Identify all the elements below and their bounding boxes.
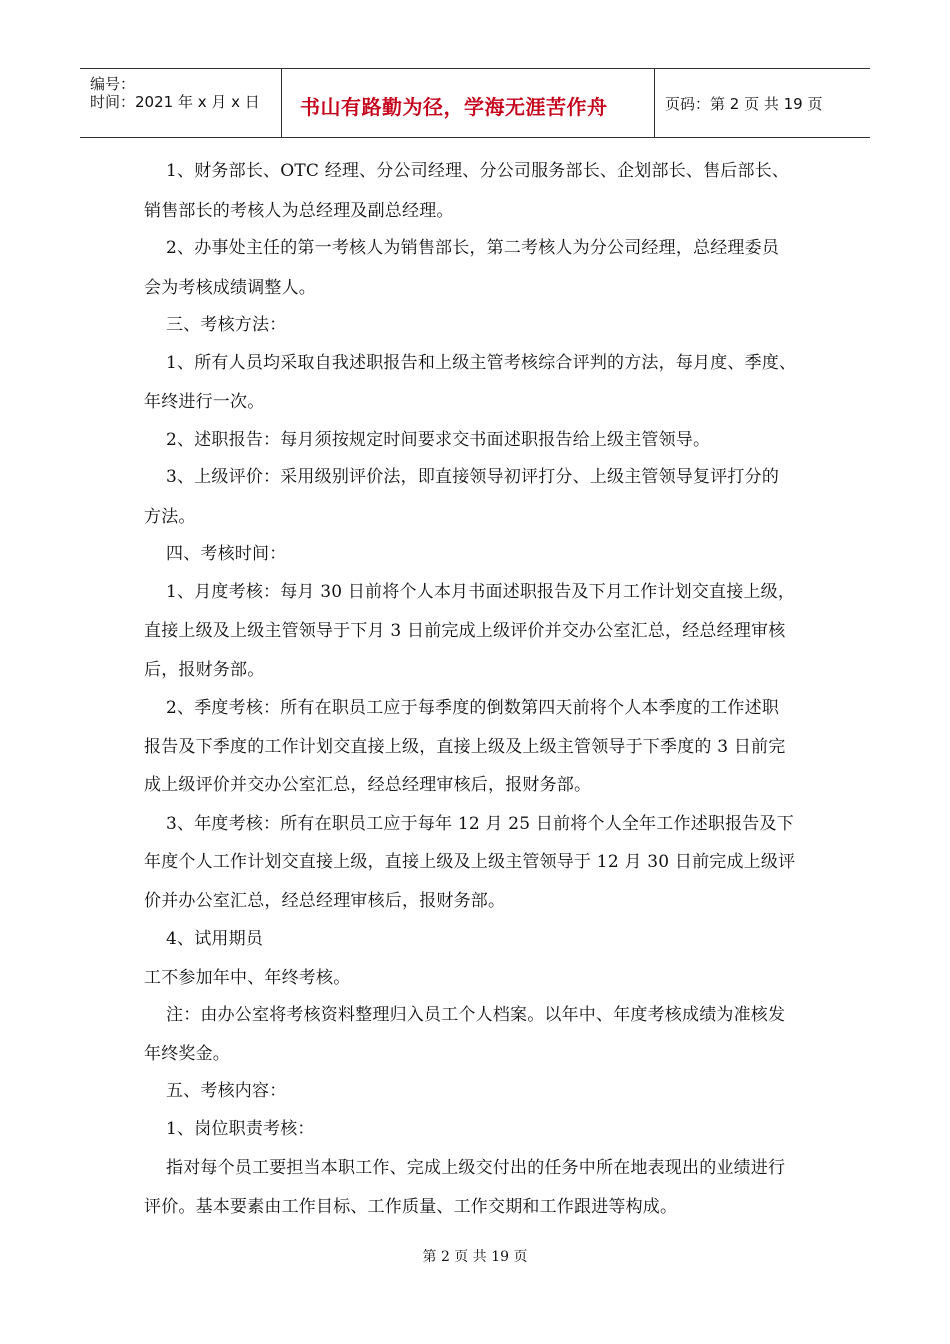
section-heading: 三、考核方法： bbox=[166, 315, 287, 335]
note-line: 年终奖金。 bbox=[144, 1044, 230, 1064]
body-line: 后，报财务部。 bbox=[144, 660, 265, 680]
body-line: 价并办公室汇总，经总经理审核后，报财务部。 bbox=[144, 891, 506, 911]
body-line: 3、上级评价：采用级别评价法，即直接领导初评打分、上级主管领导复评打分的 bbox=[166, 467, 780, 487]
body-line: 方法。 bbox=[144, 507, 196, 527]
body-line: 成上级评价并交办公室汇总，经总经理审核后，报财务部。 bbox=[144, 775, 592, 795]
section-heading: 四、考核时间： bbox=[166, 544, 287, 564]
body-line: 工不参加年中、年终考核。 bbox=[144, 968, 351, 988]
note-line: 注：由办公室将考核资料整理归入员工个人档案。以年中、年度考核成绩为准核发 bbox=[166, 1005, 786, 1025]
body-line: 1、岗位职责考核： bbox=[166, 1119, 315, 1139]
motto: 书山有路勤为径，学海无涯苦作舟 bbox=[300, 95, 608, 119]
header-motto-cell bbox=[282, 69, 655, 137]
body-line: 年终进行一次。 bbox=[144, 392, 265, 412]
section-heading: 五、考核内容： bbox=[166, 1081, 287, 1101]
body-line: 2、季度考核：所有在职员工应于每季度的倒数第四天前将个人本季度的工作述职 bbox=[166, 698, 780, 718]
page-footer: 第 2 页 共 19 页 bbox=[422, 1249, 528, 1265]
body-line: 2、述职报告：每月须按规定时间要求交书面述职报告给上级主管领导。 bbox=[166, 430, 711, 450]
body-line: 评价。基本要素由工作目标、工作质量、工作交期和工作跟进等构成。 bbox=[144, 1197, 678, 1217]
body-line: 1、所有人员均采取自我述职报告和上级主管考核综合评判的方法，每月度、季度、 bbox=[166, 353, 797, 373]
header-table bbox=[80, 68, 870, 138]
header-info-cell bbox=[80, 69, 282, 137]
body-line: 4、试用期员 bbox=[166, 929, 264, 949]
body-line: 1、财务部长、OTC 经理、分公司经理、分公司服务部长、企划部长、售后部长、 bbox=[166, 161, 790, 181]
header-page-cell bbox=[655, 69, 870, 137]
body-line: 直接上级及上级主管领导于下月 3 日前完成上级评价并交办公室汇总，经总经理审核 bbox=[144, 621, 786, 641]
body-line: 年度个人工作计划交直接上级，直接上级及上级主管领导于 12 月 30 日前完成上级评 bbox=[144, 852, 796, 872]
body-line: 2、办事处主任的第一考核人为销售部长，第二考核人为分公司经理，总经理委员 bbox=[166, 238, 780, 258]
body-line: 会为考核成绩调整人。 bbox=[144, 278, 316, 298]
body-line: 指对每个员工要担当本职工作、完成上级交付出的任务中所在地表现出的业绩进行 bbox=[166, 1158, 786, 1178]
body-line: 3、年度考核：所有在职员工应于每年 12 月 25 日前将个人全年工作述职报告及下 bbox=[166, 814, 794, 834]
time-label: 时间：2021 年 x 月 x 日 bbox=[90, 93, 260, 111]
body-line: 报告及下季度的工作计划交直接上级，直接上级及上级主管领导于下季度的 3 日前完 bbox=[144, 737, 786, 757]
page-code: 页码：第 2 页 共 19 页 bbox=[665, 95, 823, 113]
body-line: 销售部长的考核人为总经理及副总经理。 bbox=[144, 201, 454, 221]
body-line: 1、月度考核：每月 30 日前将个人本月书面述职报告及下月工作计划交直接上级， bbox=[166, 582, 796, 602]
number-label: 编号： bbox=[90, 75, 136, 93]
